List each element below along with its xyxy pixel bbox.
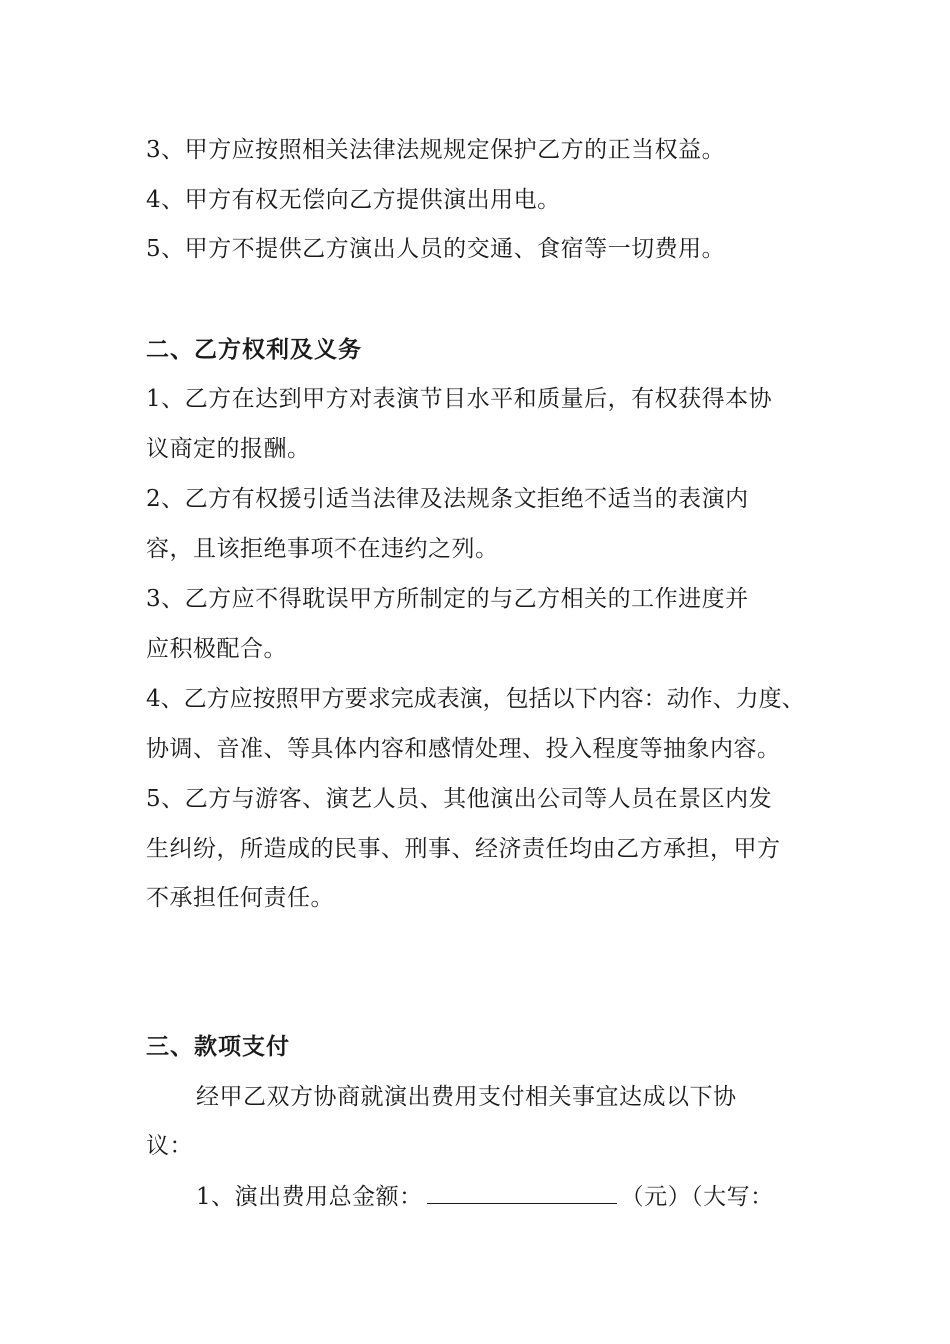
total-amount-label: 1、演出费用总金额： — [196, 1184, 423, 1210]
section-one-item-5: 5、甲方不提供乙方演出人员的交通、食宿等一切费用。 — [146, 236, 726, 262]
section-two-item-4-line-1: 4、乙方应按照甲方要求完成表演，包括以下内容：动作、力度、 — [146, 686, 805, 712]
section-three-intro-line-2: 议： — [146, 1133, 193, 1159]
section-three-intro-line-1: 经甲乙双方协商就演出费用支付相关事宜达成以下协 — [196, 1084, 737, 1110]
section-two-item-1-line-1: 1、乙方在达到甲方对表演节目水平和质量后，有权获得本协 — [146, 386, 773, 412]
section-two-heading: 二、乙方权利及义务 — [146, 336, 362, 363]
section-two-item-1-line-2: 议商定的报酬。 — [146, 436, 311, 462]
section-two-item-5-line-3: 不承担任何责任。 — [146, 885, 334, 911]
section-two-item-2-line-1: 2、乙方有权援引适当法律及法规条文拒绝不适当的表演内 — [146, 486, 749, 512]
section-two-item-3-line-1: 3、乙方应不得耽误甲方所制定的与乙方相关的工作进度并 — [146, 586, 749, 612]
total-amount-blank-field[interactable] — [427, 1181, 617, 1204]
section-one-item-4: 4、甲方有权无偿向乙方提供演出用电。 — [146, 187, 561, 213]
section-two-item-2-line-2: 容，且该拒绝事项不在违约之列。 — [146, 536, 499, 562]
section-two-item-5-line-2: 生纠纷，所造成的民事、刑事、经济责任均由乙方承担，甲方 — [146, 836, 781, 862]
section-two-item-3-line-2: 应积极配合。 — [146, 636, 287, 662]
total-amount-suffix: （元）（大写： — [620, 1184, 774, 1210]
section-three-heading: 三、款项支付 — [146, 1033, 290, 1060]
section-two-item-5-line-1: 5、乙方与游客、演艺人员、其他演出公司等人员在景区内发 — [146, 786, 773, 812]
section-two-item-4-line-2: 协调、音准、等具体内容和感情处理、投入程度等抽象内容。 — [146, 736, 781, 762]
total-amount-row — [196, 1181, 774, 1212]
section-one-item-3: 3、甲方应按照相关法律法规规定保护乙方的正当权益。 — [146, 137, 726, 163]
